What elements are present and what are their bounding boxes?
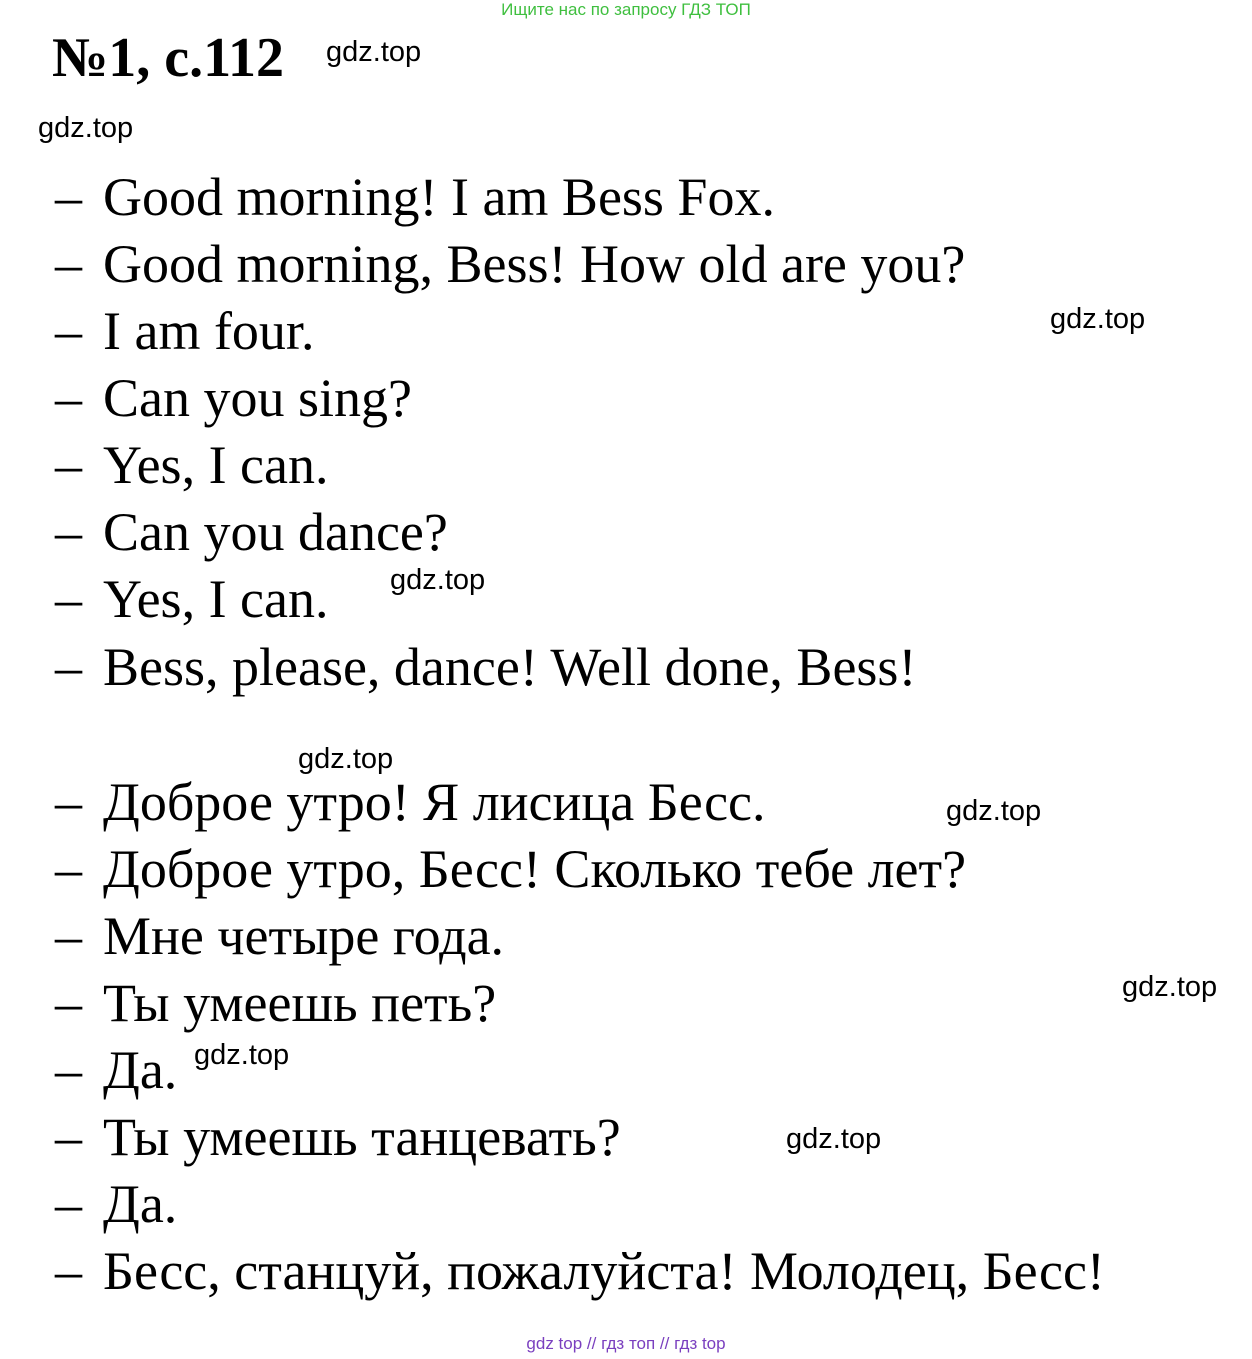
watermark: gdz.top (786, 1123, 882, 1155)
dialogue-line-en (55, 569, 329, 629)
line-text: Good morning! I am Bess Fox. (103, 167, 775, 227)
line-text: Да. (103, 1040, 178, 1100)
watermark: gdz.top (194, 1039, 290, 1071)
dialogue-line-en (55, 234, 966, 294)
dash: – (55, 637, 82, 697)
dialogue-line-ru (55, 906, 505, 966)
line-text: Да. (103, 1174, 178, 1234)
line-text: Can you sing? (103, 368, 412, 428)
dialogue-line-en (55, 368, 412, 428)
dash: – (55, 502, 82, 562)
dialogue-line-en (55, 502, 448, 562)
dash: – (55, 772, 82, 832)
dialogue-line-ru (55, 772, 766, 832)
line-text: Good morning, Bess! How old are you? (103, 234, 966, 294)
line-text: Доброе утро! Я лисица Бесс. (103, 772, 766, 832)
dash: – (55, 167, 82, 227)
dash: – (55, 1174, 82, 1234)
watermark: gdz.top (38, 112, 134, 144)
dash: – (55, 1107, 82, 1167)
top-banner[interactable]: Ищите нас по запросу ГДЗ ТОП (501, 0, 751, 19)
watermark: gdz.top (1050, 303, 1146, 335)
dash: – (55, 234, 82, 294)
dialogue-line-ru (55, 1040, 178, 1100)
line-text: Ты умеешь петь? (103, 973, 497, 1033)
dash: – (55, 906, 82, 966)
footer-links[interactable]: gdz top // гдз топ // гдз top (526, 1334, 726, 1353)
dialogue-line-ru (55, 973, 497, 1033)
page-title: №1, с.112 (52, 27, 285, 89)
dash: – (55, 1241, 82, 1301)
watermark: gdz.top (390, 564, 486, 596)
line-text: Yes, I can. (103, 569, 329, 629)
watermark: gdz.top (298, 743, 394, 775)
dialogue-line-ru (55, 1107, 621, 1167)
line-text: I am four. (103, 301, 315, 361)
line-text: Мне четыре года. (103, 906, 505, 966)
line-text: Ты умеешь танцевать? (103, 1107, 621, 1167)
watermark: gdz.top (946, 795, 1042, 827)
dialogue-line-en (55, 637, 917, 697)
dialogue-line-ru (55, 839, 967, 899)
line-text: Bess, please, dance! Well done, Bess! (103, 637, 917, 697)
dash: – (55, 368, 82, 428)
dialogue-line-ru (55, 1241, 1105, 1301)
line-text: Доброе утро, Бесс! Сколько тебе лет? (103, 839, 967, 899)
line-text: Can you dance? (103, 502, 448, 562)
watermark: gdz.top (1122, 971, 1218, 1003)
watermark: gdz.top (326, 36, 422, 68)
dash: – (55, 301, 82, 361)
line-text: Yes, I can. (103, 435, 329, 495)
dash: – (55, 973, 82, 1033)
dialogue-line-en (55, 301, 315, 361)
dash: – (55, 1040, 82, 1100)
dialogue-line-en (55, 167, 775, 227)
dash: – (55, 435, 82, 495)
dash: – (55, 569, 82, 629)
line-text: Бесс, станцуй, пожалуйста! Молодец, Бесс! (103, 1241, 1105, 1301)
dialogue-line-ru (55, 1174, 178, 1234)
dash: – (55, 839, 82, 899)
dialogue-line-en (55, 435, 329, 495)
